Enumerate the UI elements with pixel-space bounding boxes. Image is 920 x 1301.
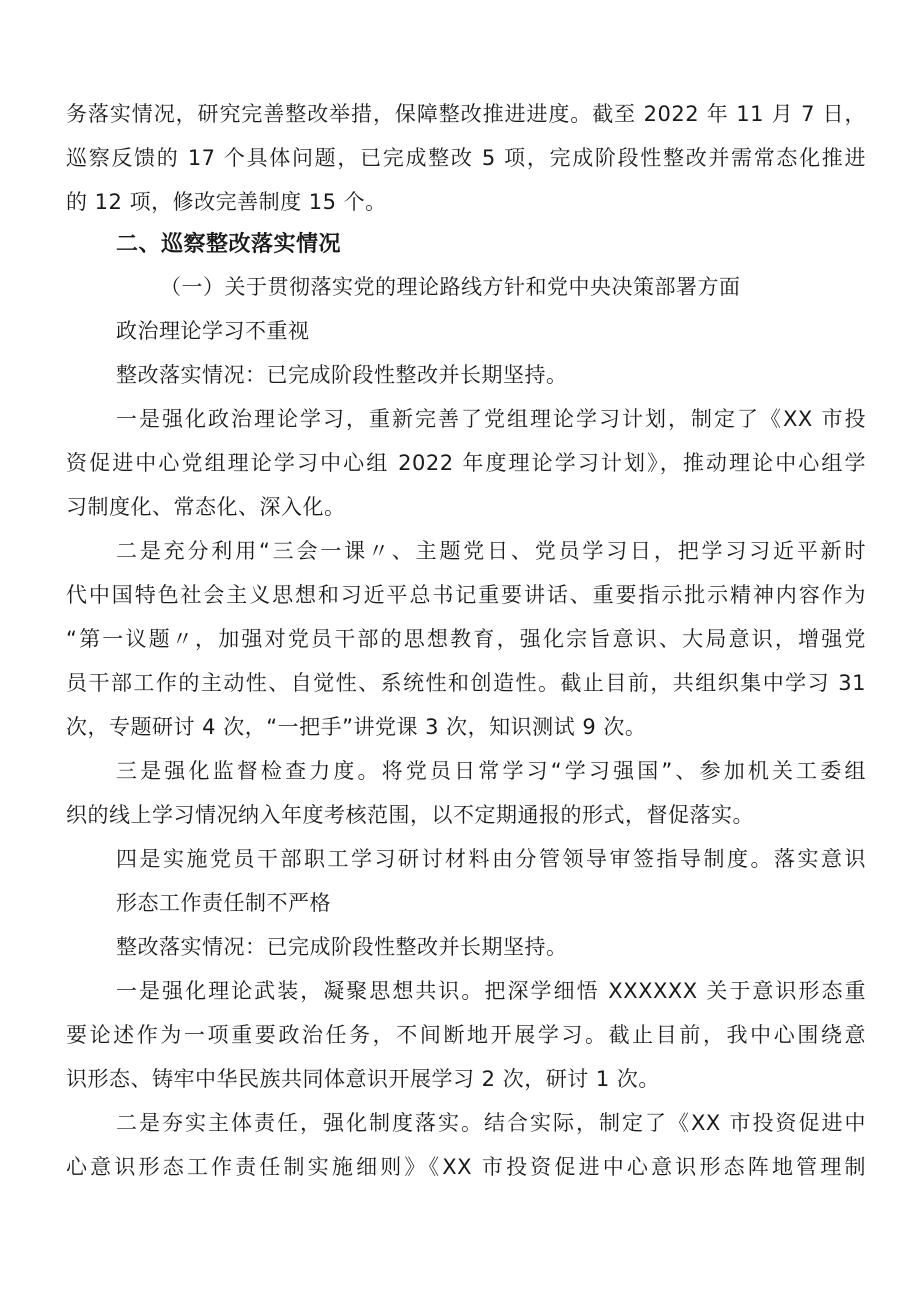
text-line: 三是强化监督检查力度。将党员日常学习“学习强国”、参加机关工委组 (116, 759, 866, 783)
subsection-heading: （一）关于贯彻落实党的理论路线方针和党中央决策部署方面 (160, 275, 741, 299)
text-line: 心意识形态工作责任制实施细则》《XX 市投资促进中心意识形态阵地管理制 (66, 1155, 866, 1179)
text-line: 员干部工作的主动性、自觉性、系统性和创造性。截止目前，共组织集中学习 31 (66, 671, 866, 695)
text-line: 织的线上学习情况纳入年度考核范围，以不定期通报的形式，督促落实。 (66, 803, 754, 827)
status-line: 整改落实情况：已完成阶段性整改并长期坚持。 (116, 363, 568, 387)
text-line: 四是实施党员干部职工学习研讨材料由分管领导审签指导制度。落实意识 (116, 847, 866, 871)
text-line: 的 12 项，修改完善制度 15 个。 (66, 190, 387, 214)
issue-title: 形态工作责任制不严格 (116, 891, 331, 915)
issue-title: 政治理论学习不重视 (116, 319, 310, 343)
text-line: 务落实情况，研究完善整改举措，保障整改推进进度。截至 2022 年 11 月 7 日， (66, 102, 866, 126)
text-line: 次，专题研讨 4 次，“一把手”讲党课 3 次，知识测试 9 次。 (66, 715, 647, 739)
text-line: 二是充分利用“三会一课〃、主题党日、党员学习日，把学习习近平新时 (116, 539, 866, 563)
text-line: 要论述作为一项重要政治任务，不间断地开展学习。截止目前，我中心围绕意 (66, 1023, 866, 1047)
section-heading: 二、巡察整改落实情况 (116, 232, 342, 257)
status-line: 整改落实情况：已完成阶段性整改并长期坚持。 (116, 935, 568, 959)
text-line: 二是夯实主体责任，强化制度落实。结合实际，制定了《XX 市投资促进中 (116, 1111, 866, 1135)
text-line: 资促进中心党组理论学习中心组 2022 年度理论学习计划》，推动理论中心组学 (66, 451, 866, 475)
text-line: 识形态、铸牢中华民族共同体意识开展学习 2 次，研讨 1 次。 (66, 1067, 660, 1091)
text-line: 习制度化、常态化、深入化。 (66, 495, 346, 519)
text-line: 代中国特色社会主义思想和习近平总书记重要讲话、重要指示批示精神内容作为 (66, 583, 866, 607)
text-line: 一是强化政治理论学习，重新完善了党组理论学习计划，制定了《XX 市投 (116, 407, 866, 431)
text-line: “第一议题〃，加强对党员干部的思想教育，强化宗旨意识、大局意识，增强党 (66, 627, 866, 651)
text-line: 一是强化理论武装，凝聚思想共识。把深学细悟 XXXXXX 关于意识形态重 (116, 979, 866, 1003)
text-line: 巡察反馈的 17 个具体问题，已完成整改 5 项，完成阶段性整改并需常态化推进 (66, 146, 866, 170)
